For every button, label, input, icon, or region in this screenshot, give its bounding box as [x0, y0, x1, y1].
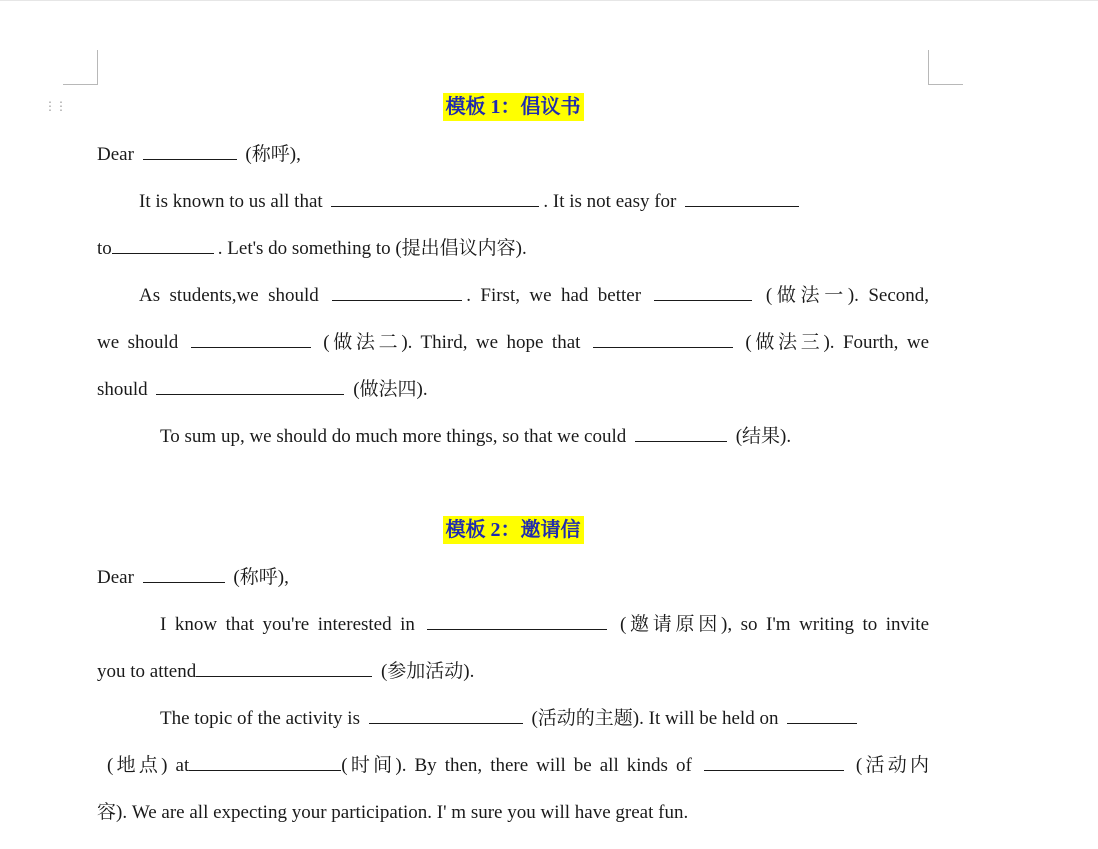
text-run: As students,we should	[139, 285, 319, 306]
blank-field[interactable]	[143, 564, 225, 583]
template2-p1-line2	[97, 648, 929, 695]
text-run: (活动内	[855, 755, 930, 776]
margin-corner-top-left	[63, 50, 98, 85]
greeting-dear: Dear	[97, 144, 134, 165]
document-body[interactable]	[97, 84, 929, 836]
template2-p2-line2	[97, 742, 929, 789]
blank-field[interactable]	[143, 141, 237, 160]
blank-field[interactable]	[654, 282, 752, 301]
text-run: . It is not easy for	[543, 191, 677, 212]
template2-title	[97, 507, 929, 554]
text-run: we should	[97, 332, 179, 353]
template1-greeting	[97, 131, 929, 178]
blank-field[interactable]	[369, 705, 523, 724]
text-run: To sum up, we should do much more things, so that we could	[160, 426, 627, 447]
blank-field[interactable]	[704, 752, 844, 771]
text-run: (做法三). Fourth, we	[745, 332, 930, 353]
greeting-note: (称呼),	[233, 567, 289, 588]
template1-title-text: 模板 1：倡议书	[443, 93, 584, 121]
template1-p2-line3	[97, 366, 929, 413]
blank-field[interactable]	[189, 752, 341, 771]
greeting-note: (称呼),	[245, 144, 301, 165]
template2-p2-line1	[97, 695, 929, 742]
page-top-edge	[0, 0, 1098, 1]
blank-field[interactable]	[191, 329, 311, 348]
text-run: . Let's do something to (提出倡议内容).	[217, 238, 527, 259]
text-run: The topic of the activity is	[160, 708, 360, 729]
template2-p1-line1	[97, 601, 929, 648]
template1-p2-line2	[97, 319, 929, 366]
blank-field[interactable]	[685, 188, 799, 207]
text-run: I know that you're interested in	[160, 614, 415, 635]
blank-field[interactable]	[787, 705, 857, 724]
text-run: (结果).	[735, 426, 792, 447]
text-run: you to attend	[97, 661, 197, 682]
text-run: (时间). By then, there will be all kinds of	[341, 755, 692, 776]
text-run: It is known to us all that	[139, 191, 323, 212]
blank-field[interactable]	[635, 423, 727, 442]
blank-field[interactable]	[112, 235, 214, 254]
blank-field[interactable]	[332, 282, 462, 301]
text-run: 容). We are all expecting your participation. I' m sure you will have great fun.	[97, 802, 689, 823]
text-run: (参加活动).	[380, 661, 475, 682]
paragraph-gap	[97, 460, 929, 507]
template1-title	[97, 84, 929, 131]
text-run: (地点) at	[107, 755, 190, 776]
template1-p1-line1	[97, 178, 929, 225]
template1-p2-line1	[97, 272, 929, 319]
text-run: (做法一). Second,	[765, 285, 930, 306]
template1-p3	[97, 413, 929, 460]
blank-field[interactable]	[331, 188, 539, 207]
text-run: should	[97, 379, 148, 400]
blank-field[interactable]	[196, 658, 372, 677]
blank-field[interactable]	[427, 611, 607, 630]
template2-p2-line3	[97, 789, 929, 836]
template1-p1-line2	[97, 225, 929, 272]
template2-title-text: 模板 2：邀请信	[443, 516, 584, 544]
text-run: (做法二). Third, we hope that	[323, 332, 581, 353]
drag-handle-icon[interactable]: ⋮⋮	[44, 99, 66, 113]
greeting-dear: Dear	[97, 567, 134, 588]
blank-field[interactable]	[593, 329, 733, 348]
template2-greeting	[97, 554, 929, 601]
text-run: to	[97, 238, 112, 259]
text-run: (做法四).	[353, 379, 428, 400]
text-run: . First, we had better	[466, 285, 642, 306]
blank-field[interactable]	[156, 376, 344, 395]
text-run: (活动的主题). It will be held on	[531, 708, 779, 729]
margin-corner-top-right	[928, 50, 963, 85]
text-run: (邀请原因), so I'm writing to invite	[619, 614, 930, 635]
